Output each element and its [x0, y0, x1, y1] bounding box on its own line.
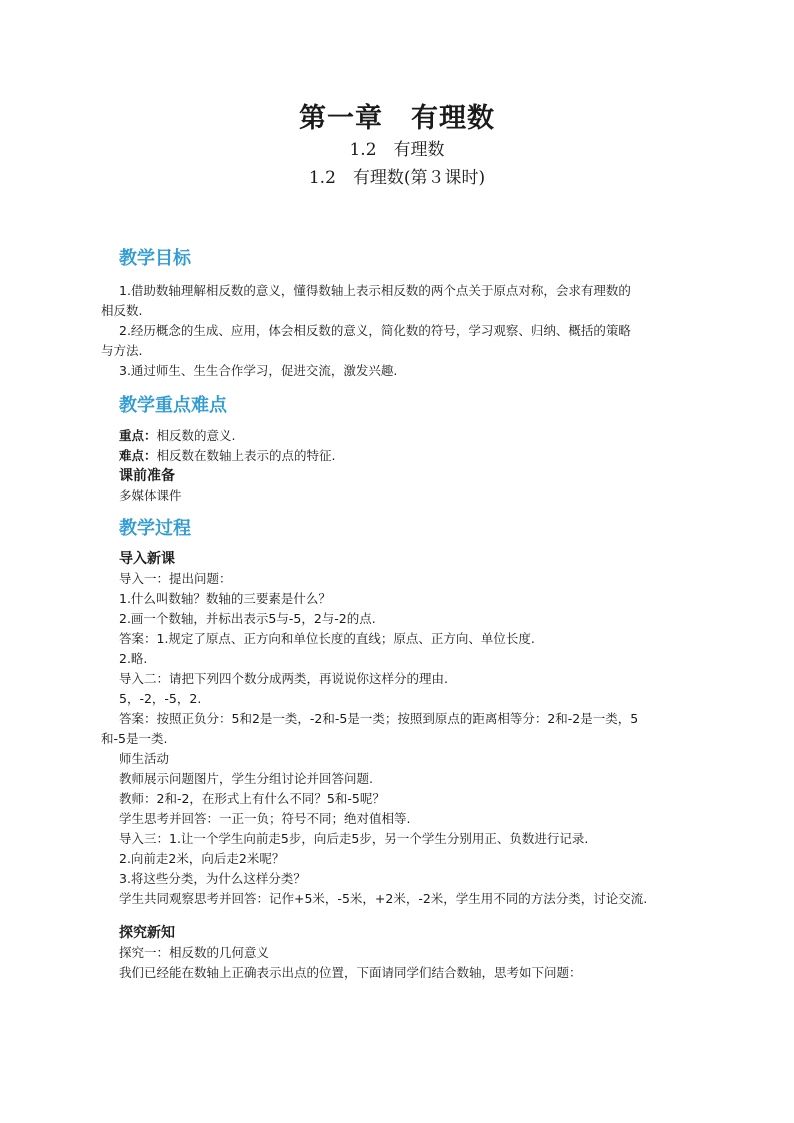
- intro-heading: 导入新课: [119, 551, 175, 567]
- intro-lines: [101, 569, 704, 909]
- prep-text: 多媒体课件: [119, 488, 182, 503]
- intro-line: 导入一：提出问题：: [119, 571, 232, 586]
- objective-2-line-2: 与方法.: [101, 343, 143, 358]
- key-point-line: [119, 426, 704, 446]
- difficult-point-text: 相反数在数轴上表示的点的特征.: [156, 448, 336, 463]
- intro-line: 2.略.: [119, 651, 148, 666]
- objective-2-line-1: 2.经历概念的生成、应用，体会相反数的意义，简化数的符号，学习观察、归纳、概括的策略: [119, 323, 631, 338]
- process-heading: 教学过程: [119, 518, 191, 539]
- objective-1-line-1: 1.借助数轴理解相反数的意义，懂得数轴上表示相反数的两个点关于原点对称，会求有理数的: [119, 283, 631, 298]
- explore-heading: 探究新知: [119, 925, 175, 941]
- intro-line: 答案：按照正负分：5和2是一类，-2和-5是一类；按照到原点的距离相等分：2和-2是一类，5: [119, 711, 639, 726]
- intro-line: 3.将这些分类，为什么这样分类？: [119, 871, 306, 886]
- key-points-section: [119, 394, 704, 506]
- lesson-title: 1.2 有理数(第３课时): [308, 168, 486, 188]
- explore-line: 探究一：相反数的几何意义: [119, 945, 270, 960]
- chapter-title: 第一章 有理数: [299, 103, 495, 134]
- intro-line: 教师展示问题图片，学生分组讨论并回答问题.: [119, 771, 373, 786]
- process-section: [101, 517, 704, 983]
- key-point-label: 重点：: [119, 428, 157, 443]
- intro-line: 导入二：请把下列四个数分成两类，再说说你这样分的理由.: [119, 671, 448, 686]
- objectives-heading: 教学目标: [119, 248, 191, 269]
- section-title: 1.2 有理数: [349, 140, 445, 160]
- intro-line: 5，-2，-5，2.: [119, 691, 202, 706]
- intro-line: 和-5是一类.: [101, 731, 168, 746]
- objectives-section: [101, 247, 704, 381]
- key-points-heading: 教学重点难点: [119, 395, 227, 416]
- explore-line: 我们已经能在数轴上正确表示出点的位置，下面请同学们结合数轴，思考如下问题：: [119, 965, 582, 980]
- intro-line: 师生活动: [119, 751, 170, 766]
- objective-3: 3.通过师生、生生合作学习，促进交流，激发兴趣.: [119, 363, 398, 378]
- intro-line: 导入三：1.让一个学生向前走5步，向后走5步，另一个学生分别用正、负数进行记录.: [119, 831, 589, 846]
- intro-line: 学生共同观察思考并回答：记作+5米，-5米，+2米，-2米，学生用不同的方法分类，讨论交流.: [119, 891, 648, 906]
- intro-line: 教师：2和-2，在形式上有什么不同？5和-5呢？: [119, 791, 385, 806]
- intro-line: 学生思考并回答：一正一负；符号不同；绝对值相等.: [119, 811, 411, 826]
- intro-line: 2.向前走2米，向后走2米呢？: [119, 851, 285, 866]
- objective-1-line-2: 相反数.: [101, 303, 143, 318]
- prep-heading: 课前准备: [119, 468, 175, 484]
- intro-line: 2.画一个数轴，并标出表示5与-5，2与-2的点.: [119, 611, 376, 626]
- intro-line: 1.什么叫数轴？数轴的三要素是什么？: [119, 591, 331, 606]
- difficult-point-label: 难点：: [119, 448, 157, 463]
- key-point-text: 相反数的意义.: [156, 428, 236, 443]
- intro-line: 答案：1.规定了原点、正方向和单位长度的直线；原点、正方向、单位长度.: [119, 631, 535, 646]
- difficult-point-line: [119, 446, 704, 466]
